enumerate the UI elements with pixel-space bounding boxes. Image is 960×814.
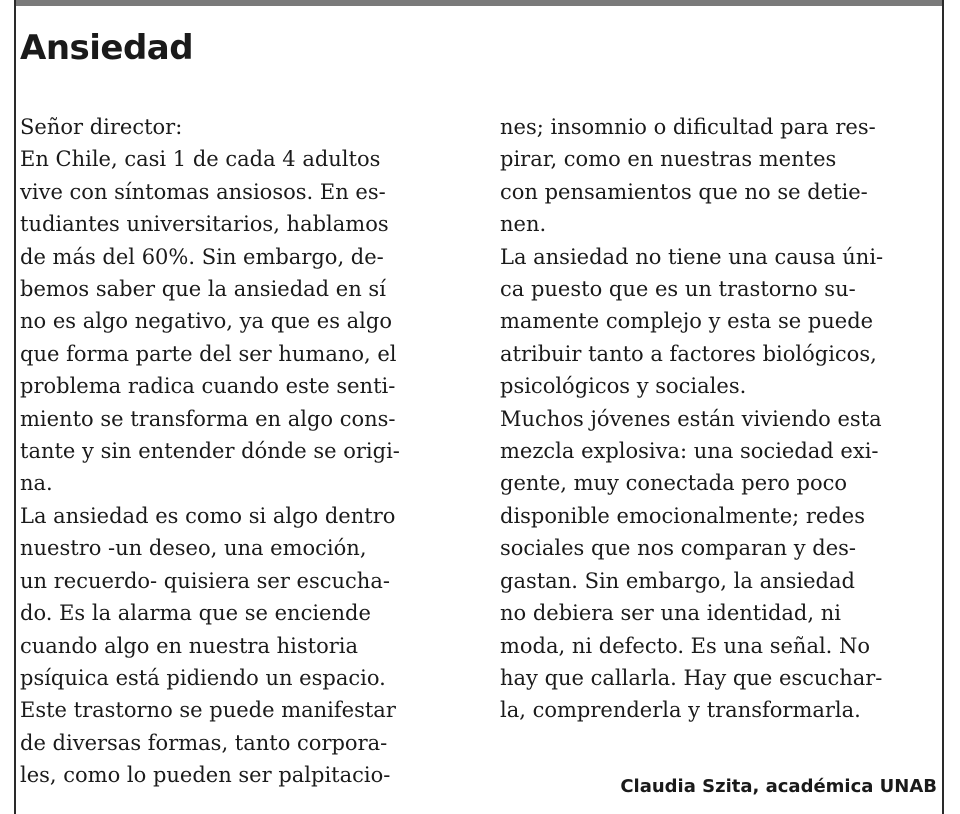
text-line: Señor director: bbox=[20, 115, 183, 139]
text-line: tudiantes universitarios, hablamos bbox=[20, 212, 389, 237]
left-column bbox=[20, 111, 400, 792]
signature: Claudia Szita, académica UNAB bbox=[620, 776, 937, 797]
text-line: nen. bbox=[500, 212, 547, 237]
text-line: atribuir tanto a factores biológicos, bbox=[500, 341, 877, 366]
text-line: do. Es la alarma que se enciende bbox=[20, 601, 371, 626]
text-line: no debiera ser una identidad, ni bbox=[500, 601, 841, 626]
text-line: La ansiedad no tiene una causa úni- bbox=[500, 244, 884, 269]
text-line: hay que callarla. Hay que escuchar- bbox=[500, 665, 883, 690]
text-line: Muchos jóvenes están viviendo esta bbox=[500, 406, 882, 431]
text-line: con pensamientos que no se detie- bbox=[500, 179, 868, 204]
text-line: En Chile, casi 1 de cada 4 adultos bbox=[20, 147, 381, 172]
text-line: ca puesto que es un trastorno su- bbox=[500, 277, 856, 302]
text-line: sociales que nos comparan y des- bbox=[500, 536, 857, 561]
text-line: disponible emocionalmente; redes bbox=[500, 503, 865, 528]
text-line: tante y sin entender dónde se origi- bbox=[20, 439, 400, 464]
text-line: na. bbox=[20, 471, 53, 496]
text-line: La ansiedad es como si algo dentro bbox=[20, 503, 396, 528]
text-line: mezcla explosiva: una sociedad exi- bbox=[500, 439, 879, 464]
text-line: cuando algo en nuestra historia bbox=[20, 633, 359, 658]
text-line: pirar, como en nuestras mentes bbox=[500, 147, 837, 172]
text-line: moda, ni defecto. Es una señal. No bbox=[500, 633, 871, 658]
text-line: que forma parte del ser humano, el bbox=[20, 341, 397, 366]
text-line: nuestro -un deseo, una emoción, bbox=[20, 536, 367, 561]
text-line: mamente complejo y esta se puede bbox=[500, 309, 874, 334]
text-line: psicológicos y sociales. bbox=[500, 374, 747, 399]
text-line: les, como lo pueden ser palpitacio- bbox=[20, 763, 391, 788]
right-border bbox=[942, 0, 944, 814]
text-line: nes; insomnio o dificultad para res- bbox=[500, 115, 876, 139]
top-rule bbox=[14, 0, 944, 6]
text-line: gastan. Sin embargo, la ansiedad bbox=[500, 568, 855, 593]
text-line: no es algo negativo, ya que es algo bbox=[20, 309, 392, 334]
headline: Ansiedad bbox=[20, 28, 194, 68]
text-line: problema radica cuando este senti- bbox=[20, 374, 396, 399]
text-line: gente, muy conectada pero poco bbox=[500, 471, 848, 496]
right-column bbox=[500, 111, 883, 727]
text-line: de más del 60%. Sin embargo, de- bbox=[20, 244, 384, 269]
text-line: bemos saber que la ansiedad en sí bbox=[20, 277, 386, 302]
text-line: vive con síntomas ansiosos. En es- bbox=[20, 179, 386, 204]
text-line: Este trastorno se puede manifestar bbox=[20, 698, 396, 723]
text-line: de diversas formas, tanto corpora- bbox=[20, 730, 388, 755]
left-border bbox=[14, 0, 16, 814]
text-line: miento se transforma en algo cons- bbox=[20, 406, 396, 431]
text-line: un recuerdo- quisiera ser escucha- bbox=[20, 568, 390, 593]
text-line: psíquica está pidiendo un espacio. bbox=[20, 665, 386, 690]
text-line: la, comprenderla y transformarla. bbox=[500, 698, 861, 723]
